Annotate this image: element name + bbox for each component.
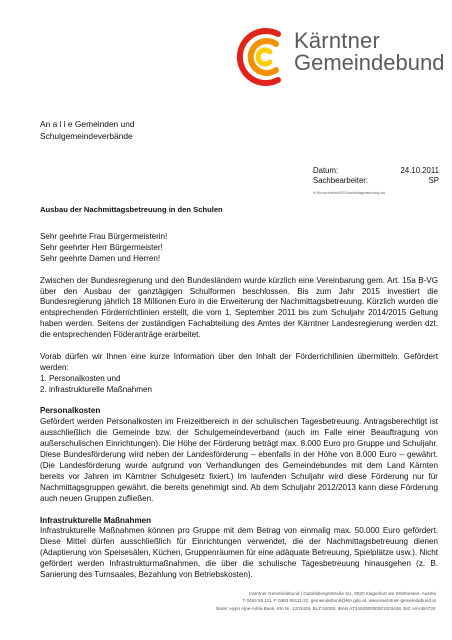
file-reference: H:\Rundschreiben\2011\Nachmittagsbetreuung.doc	[313, 191, 386, 195]
date-value: 24.10.2011	[400, 166, 439, 175]
section-paragraph: Infrastrukturelle Maßnahmen können pro Gruppe mit dem Betrag von einmalig max. 50.000 Euro gefördert. Diese Mittel dürfen ausschließlich für Einrichtungen verwendet, die der Nachmittagsbetreuung dienen (Adaptierung von Speisesälen, Küchen, Gruppenräumen für eine adäquate Betreuung, Spielplätze usw.). Nicht gefördert werden Infrastrukturmaßnahmen, die über die schulische Tagesbetreuung hinausgehen (z. B. Sanierung des Turnsaales, Bezahlung von Betriebskosten).	[40, 526, 438, 580]
logo	[234, 22, 445, 92]
footer-line: Bank: Hypo Alpe-Adria Bank, Kto.Nr. 1203428, BLZ 52000, IBAN AT245200000001203428, BIC HAABAT2K	[216, 605, 436, 611]
section-heading: Personalkosten	[40, 406, 101, 416]
date-label: Datum:	[313, 166, 339, 175]
clerk-row	[313, 176, 439, 186]
overview-item: 1. Personalkosten und	[40, 373, 121, 383]
recipient-address	[40, 118, 135, 142]
recipient-line: An a l l e Gemeinden und	[40, 119, 135, 129]
footer-line: Kärntner Gemeindebund | Gabelsbergerstraße 5/1, 9020 Klagenfurt am Wörthersee, Austria	[249, 591, 436, 596]
date-row	[313, 166, 439, 176]
letter-subject: Ausbau der Nachmittagsbetreuung in den Schulen	[40, 205, 223, 214]
intro-paragraph: Zwischen der Bundesregierung und den Bundesländern wurde kürzlich eine Vereinbarung gem. Art. 15a B-VG über den Ausbau der ganztägigen Schulformen beschlossen. Bis zum Jahr 2015 investiert die Bundesregierung jährlich 18 Millionen Euro in die Erweiterung der Nachmittagsbetreuung. Kürzlich wurden die entsprechenden Förderrichtlinien erstellt, die vom 1. September 2011 bis zum Schuljahr 2014/2015 Geltung haben werden. Seitens der zuständigen Fachabteilung des Amtes der Kärntner Landesregierung werden dzt. die entsprechenden Föderanträge erarbeitet.	[40, 275, 438, 340]
letter-meta	[313, 166, 439, 198]
logo-text-line2: Gemeindebund	[294, 50, 445, 75]
overview-item: 2. infrastrukturelle Maßnahmen	[40, 384, 153, 394]
clerk-value: SP	[428, 176, 439, 185]
gemeindebund-logo-icon	[234, 24, 294, 90]
salutation-line: Sehr geehrte Damen und Herren!	[40, 253, 161, 263]
clerk-label: Sachbearbeiter:	[313, 176, 369, 185]
salutation-line: Sehr geehrter Herr Bürgermeister!	[40, 242, 163, 252]
letter-footer	[0, 590, 436, 612]
section-paragraph: Gefördert werden Personalkosten im Freizeitbereich in der schulischen Tagesbetreuung. Antragsberechtigt ist ausschließlich die Gemeinde bzw. der Schulgemeindeverband (auch im Falle einer Beauftragung von außerschulischen Einrichtungen). Die Höhe der Förderung beträgt max. 8.000 Euro pro Gruppe und Schuljahr. Diese Bundesförderung wird neben der Landesförderung – ebenfalls in der Höhe von 8.000 Euro – gewährt. (Die Landesförderung wurde aufgrund von Verhandlungen des Gemeindebundes mit dem Land Kärnten bereits vor Jahren im Kärntner Schulgesetz fixiert.) Im laufenden Schuljahr wird diese Förderung nur für Nachmittagsgruppen gewährt, die bereits genehmigt sind. Ab dem Schuljahr 2012/2013 kann diese Förderung auch neuen Gruppen zufließen.	[40, 417, 438, 503]
salutation-line: Sehr geehrte Frau Bürgermeisterin!	[40, 232, 168, 241]
overview-lead: Vorab dürfen wir Ihnen eine kurze Information über den Inhalt der Förderrichtlinien übermitteln. Gefördert werden:	[40, 351, 438, 372]
letter-body	[40, 232, 438, 581]
logo-text-line1: Kärntner	[294, 28, 380, 53]
recipient-line: Schulgemeindeverbände	[40, 131, 133, 141]
footer-line: T 0463 55 111, F 0463 55111-22, gemeindebund@ktn.gde.at, www.kaerntner-gemeindebund.at	[242, 598, 436, 604]
section-heading: Infrastrukturelle Maßnahmen	[40, 515, 152, 525]
